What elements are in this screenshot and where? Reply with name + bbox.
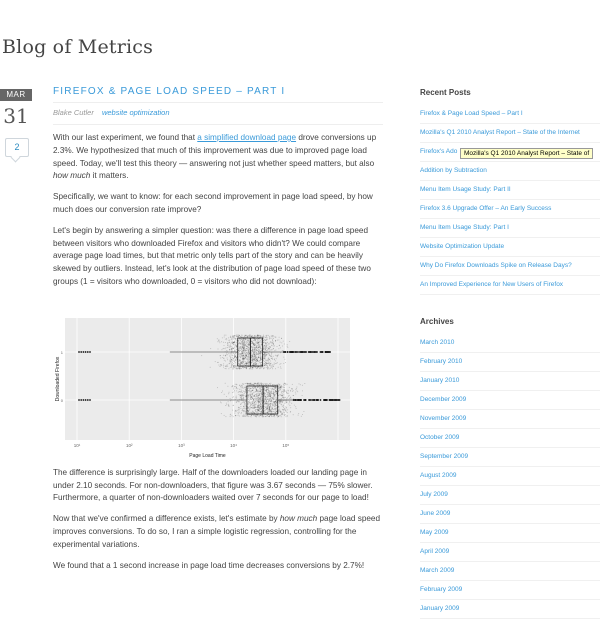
recent-posts-heading: Recent Posts: [420, 88, 471, 97]
archive-month-link[interactable]: February 2010: [420, 353, 600, 372]
recent-post-link[interactable]: Firefox & Page Load Speed – Part I: [420, 105, 600, 124]
recent-post-link[interactable]: An Improved Experience for New Users of Firefox: [420, 276, 600, 295]
comment-count-badge[interactable]: 2: [5, 138, 29, 157]
archives-list: [420, 334, 600, 619]
archive-month-link[interactable]: February 2009: [420, 581, 600, 600]
simplified-download-page-link[interactable]: a simplified download page: [197, 133, 297, 142]
paragraph: Let's begin by answering a simpler question: was there a difference in page load speed between visitors who downloaded Firefox and visitors who didn't? We could compare average page load times, but that metric only tells part of the story and can be heavily skewed by outliers. Instead, let's look at the distribution of page load speed of these two groups (1 = visitors who downloaded, 0 = visitors who did not download):: [53, 225, 371, 286]
recent-post-link[interactable]: Why Do Firefox Downloads Spike on Release Days?: [420, 257, 600, 276]
page-load-boxplot: [55, 316, 355, 460]
archive-month-link[interactable]: April 2009: [420, 543, 600, 562]
paragraph: With our last experiment, we found that a simplified download page drove conversions up 2.3%. We hypothesized that much of this improvement was due to improved page load speed. Today, we'll test this theory — answering not just whether speed matters, but also how much it matters.: [53, 133, 377, 181]
post-date-day: 31: [3, 104, 29, 128]
archive-month-link[interactable]: July 2009: [420, 486, 600, 505]
archive-month-link[interactable]: August 2009: [420, 467, 600, 486]
archive-month-link[interactable]: December 2009: [420, 391, 600, 410]
y-axis-label: Downloaded Firefox: [55, 356, 61, 402]
link-tooltip: Mozilla's Q1 2010 Analyst Report – State of: [460, 148, 593, 159]
archives-heading: Archives: [420, 317, 454, 326]
post-author: Blake Cutler: [53, 108, 94, 117]
archive-month-link[interactable]: January 2009: [420, 600, 600, 619]
post-title[interactable]: FIREFOX & PAGE LOAD SPEED – PART I: [53, 86, 286, 97]
plot-panel: [65, 318, 350, 440]
archive-month-link[interactable]: November 2009: [420, 410, 600, 429]
archive-month-link[interactable]: January 2010: [420, 372, 600, 391]
recent-post-link[interactable]: Addition by Subtraction: [420, 162, 600, 181]
x-tick-label: 10²: [125, 443, 133, 448]
divider: [53, 102, 383, 103]
y-tick-label: 0: [60, 398, 63, 403]
y-tick-label: 1: [60, 350, 63, 355]
x-tick-label: 10⁵: [282, 443, 290, 448]
recent-post-link[interactable]: Menu Item Usage Study: Part II: [420, 181, 600, 200]
paragraph: The difference is surprisingly large. Half of the downloaders loaded our landing page in under 2.10 seconds. For non-downloaders, that figure was 3.67 seconds — 75% slower. Furthermore, a quarter of non-downloaders waited over 7 seconds for our page to load!: [53, 467, 373, 503]
recent-post-link[interactable]: Firefox 3.6 Upgrade Offer – An Early Success: [420, 200, 600, 219]
archive-month-link[interactable]: May 2009: [420, 524, 600, 543]
post-category-link[interactable]: website optimization: [101, 108, 170, 117]
post-date: [0, 89, 32, 128]
recent-post-link[interactable]: Mozilla's Q1 2010 Analyst Report – State of the Internet: [420, 124, 600, 143]
chart-svg: [55, 316, 355, 460]
x-tick-label: 10¹: [73, 443, 81, 448]
divider: [53, 124, 383, 125]
archive-month-link[interactable]: June 2009: [420, 505, 600, 524]
recent-post-link[interactable]: Website Optimization Update: [420, 238, 600, 257]
recent-posts-list: [420, 105, 600, 295]
blog-title[interactable]: Blog of Metrics: [2, 36, 154, 58]
paragraph: Specifically, we want to know: for each second improvement in page load speed, by how much does our conversion rate improve?: [53, 192, 373, 214]
recent-post-link[interactable]: Menu Item Usage Study: Part I: [420, 219, 600, 238]
archive-month-link[interactable]: September 2009: [420, 448, 600, 467]
paragraph: We found that a 1 second increase in page load time decreases conversions by 2.7%!: [53, 560, 365, 570]
archive-month-link[interactable]: October 2009: [420, 429, 600, 448]
recent-post-link[interactable]: Firefox's Ado: [420, 143, 600, 162]
paragraph: Now that we've confirmed a difference exists, let's estimate by how much page load speed improves conversions. To do so, I ran a simple logistic regression, controlling for the experimental variations.: [53, 514, 381, 549]
sidebar: [420, 88, 600, 619]
post-byline: [53, 108, 170, 117]
post-date-month: MAR: [0, 89, 32, 101]
x-tick-label: 10³: [178, 443, 185, 448]
archive-month-link[interactable]: March 2009: [420, 562, 600, 581]
archive-month-link[interactable]: March 2010: [420, 334, 600, 353]
x-tick-label: 10⁴: [230, 443, 238, 448]
x-axis-label: Page Load Time: [189, 453, 226, 459]
